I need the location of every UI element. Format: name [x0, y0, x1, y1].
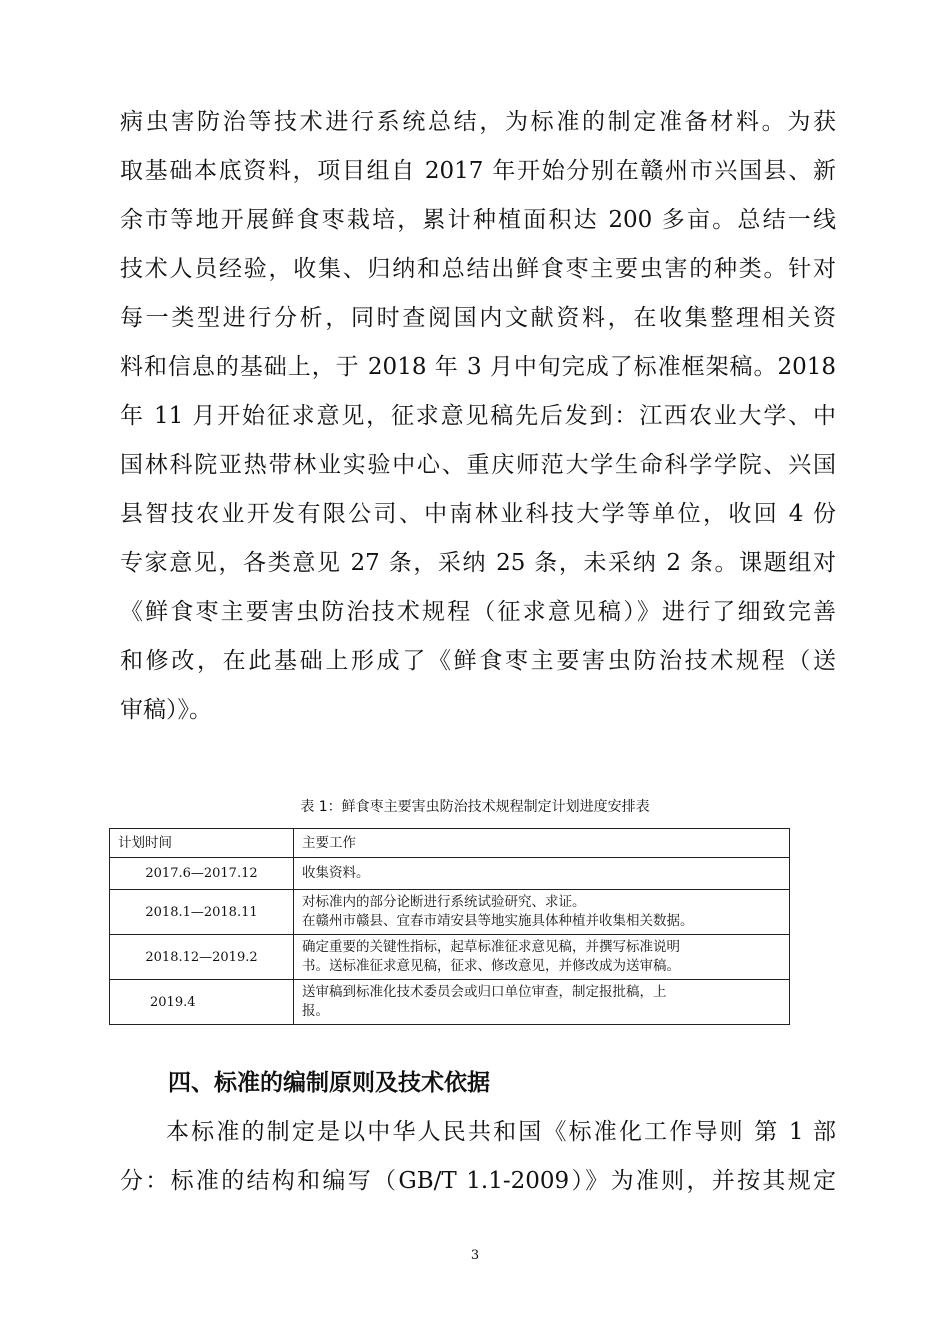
intro-paragraph: [120, 98, 836, 735]
row-work-line: 对标准内的部分论断进行系统试验研究、求证。: [302, 894, 586, 910]
table-row: [110, 858, 790, 890]
row-work-line: 送审稿到标准化技术委员会或归口单位审查，制定报批稿，上: [302, 984, 667, 1000]
row-work-line: 书。送标准征求意见稿，征求、修改意见，并修改成为送审稿。: [302, 958, 680, 974]
paragraph-line: 和修改，在此基础上形成了《鲜食枣主要害虫防治技术规程（送: [120, 648, 836, 674]
paragraph-line: 取基础本底资料，项目组自 2017 年开始分别在赣州市兴国县、新: [120, 158, 836, 184]
paragraph-line: 本标准的制定是以中华人民共和国《标准化工作导则 第 1 部: [166, 1119, 836, 1145]
paragraph-line: 年 11 月开始征求意见，征求意见稿先后发到：江西农业大学、中: [120, 403, 836, 429]
row-work-line: 报。: [302, 1003, 329, 1019]
paragraph-line: 国林科院亚热带林业实验中心、重庆师范大学生命科学学院、兴国: [120, 452, 836, 478]
header-time: 计划时间: [110, 829, 294, 858]
row-time: 2019.4: [110, 980, 294, 1025]
table-row: [110, 980, 790, 1025]
paragraph-line: 分：标准的结构和编写（GB/T 1.1-2009）》为准则，并按其规定: [120, 1168, 836, 1194]
table-row: [110, 890, 790, 935]
paragraph-line: 专家意见，各类意见 27 条，采纳 25 条，未采纳 2 条。课题组对: [120, 550, 836, 576]
row-work-line: 收集资料。: [302, 865, 370, 881]
schedule-table: [109, 828, 790, 1025]
row-time: 2018.12—2019.2: [110, 935, 294, 980]
paragraph-line: 《鲜食枣主要害虫防治技术规程（征求意见稿）》进行了细致完善: [120, 599, 836, 625]
paragraph-line: 每一类型进行分析，同时查阅国内文献资料，在收集整理相关资: [120, 305, 836, 331]
paragraph-line: 料和信息的基础上，于 2018 年 3 月中旬完成了标准框架稿。2018: [120, 354, 836, 380]
section-heading: 四、标准的编制原则及技术依据: [168, 1070, 490, 1096]
table-caption: 表 1：鲜食枣主要害虫防治技术规程制定计划进度安排表: [300, 799, 650, 815]
header-work: 主要工作: [294, 829, 790, 858]
paragraph-line: 余市等地开展鲜食枣栽培，累计种植面积达 200 多亩。总结一线: [120, 207, 836, 233]
row-work-line: 确定重要的关键性指标，起草标准征求意见稿，并撰写标准说明: [302, 939, 680, 955]
row-time: 2018.1—2018.11: [110, 890, 294, 935]
row-work: [294, 890, 790, 935]
row-work: [294, 935, 790, 980]
table-header-row: [110, 829, 790, 858]
page-number: 3: [470, 1248, 480, 1263]
row-time: 2017.6—2017.12: [110, 858, 294, 890]
paragraph-line: 县智技农业开发有限公司、中南林业科技大学等单位，收回 4 份: [120, 501, 836, 527]
paragraph-line: 审稿）》。: [120, 697, 212, 723]
table-row: [110, 935, 790, 980]
row-work-line: 在赣州市赣县、宜春市靖安县等地实施具体种植并收集相关数据。: [302, 913, 694, 929]
principle-paragraph: [120, 1108, 836, 1206]
row-work: [294, 858, 790, 890]
paragraph-line: 病虫害防治等技术进行系统总结，为标准的制定准备材料。为获: [120, 109, 836, 135]
row-work: [294, 980, 790, 1025]
paragraph-line: 技术人员经验，收集、归纳和总结出鲜食枣主要虫害的种类。针对: [120, 256, 836, 282]
